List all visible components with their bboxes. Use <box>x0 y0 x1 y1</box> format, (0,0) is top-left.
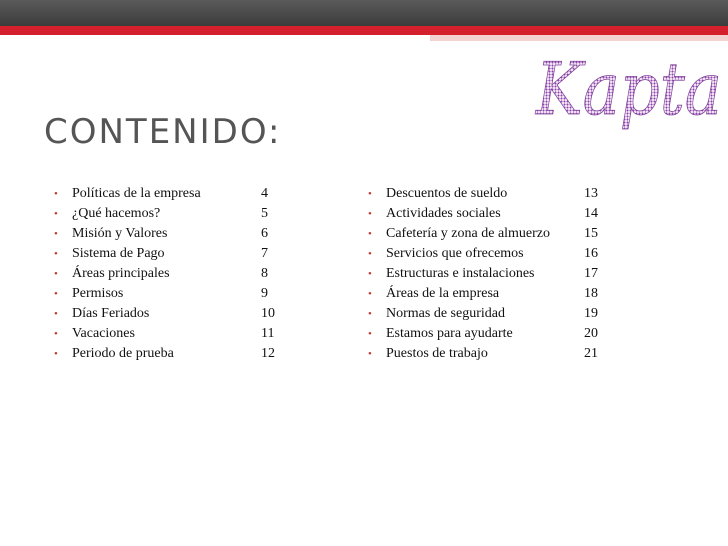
toc-item <box>54 244 304 264</box>
bullet-icon: • <box>54 188 58 200</box>
toc-item-page-number: 4 <box>261 186 268 201</box>
svg-text:Kapta: Kapta <box>534 47 722 131</box>
toc-item-page-number: 21 <box>584 346 598 361</box>
toc-item <box>54 304 304 324</box>
toc-item-label: Áreas de la empresa <box>386 286 500 301</box>
toc-item-label: Estamos para ayudarte <box>386 326 513 341</box>
bullet-icon: • <box>54 308 58 320</box>
toc-item <box>54 324 304 344</box>
toc-item-label: Normas de seguridad <box>386 306 505 321</box>
toc-item-label: Cafetería y zona de almuerzo <box>386 226 551 241</box>
bullet-icon: • <box>368 328 372 340</box>
bullet-icon: • <box>54 268 58 280</box>
bullet-icon: • <box>54 348 58 360</box>
toc-item <box>54 204 304 224</box>
toc-item-page-number: 15 <box>584 226 598 241</box>
toc-item-page-number: 20 <box>584 326 598 341</box>
toc-item-page-number: 5 <box>261 206 268 221</box>
page-title: CONTENIDO: <box>44 112 282 152</box>
bullet-icon: • <box>368 188 372 200</box>
bullet-icon: • <box>54 208 58 220</box>
toc-item-label: Vacaciones <box>72 326 135 341</box>
bullet-icon: • <box>368 208 372 220</box>
toc-list-left <box>54 184 304 364</box>
toc-item <box>54 224 304 244</box>
bullet-icon: • <box>54 288 58 300</box>
toc-item-label: ¿Qué hacemos? <box>72 206 161 221</box>
toc-item <box>368 324 618 344</box>
toc-item-label: Permisos <box>72 286 124 301</box>
toc-item-label: Descuentos de sueldo <box>386 186 508 201</box>
toc-item-page-number: 8 <box>261 266 268 281</box>
toc-item-label: Puestos de trabajo <box>386 346 488 361</box>
toc-item <box>368 304 618 324</box>
kapta-logo <box>530 40 728 160</box>
bullet-icon: • <box>54 328 58 340</box>
toc-item-page-number: 14 <box>584 206 598 221</box>
bullet-icon: • <box>368 248 372 260</box>
toc-item-page-number: 13 <box>584 186 598 201</box>
toc-item-page-number: 7 <box>261 246 268 261</box>
bullet-icon: • <box>368 348 372 360</box>
toc-item <box>368 244 618 264</box>
bullet-icon: • <box>54 228 58 240</box>
toc-item-label: Estructuras e instalaciones <box>386 266 535 281</box>
toc-item-label: Políticas de la empresa <box>72 186 201 201</box>
toc-item <box>368 184 618 204</box>
toc-item-page-number: 17 <box>584 266 598 281</box>
toc-item-page-number: 6 <box>261 226 268 241</box>
toc-item-label: Servicios que ofrecemos <box>386 246 524 261</box>
toc-item <box>368 264 618 284</box>
bullet-icon: • <box>54 248 58 260</box>
toc-item-page-number: 11 <box>261 326 275 341</box>
toc-item-label: Actividades sociales <box>386 206 501 221</box>
toc-item-page-number: 19 <box>584 306 598 321</box>
toc-item <box>54 264 304 284</box>
toc-list-right <box>368 184 618 364</box>
bullet-icon: • <box>368 288 372 300</box>
bullet-icon: • <box>368 228 372 240</box>
toc-item-page-number: 18 <box>584 286 598 301</box>
toc-item <box>368 344 618 364</box>
toc-item <box>368 204 618 224</box>
toc-item-label: Sistema de Pago <box>72 246 165 261</box>
toc-item-page-number: 16 <box>584 246 598 261</box>
toc-item <box>54 344 304 364</box>
toc-item-page-number: 9 <box>261 286 268 301</box>
bullet-icon: • <box>368 308 372 320</box>
top-header-bar <box>0 0 728 26</box>
toc-item <box>54 284 304 304</box>
toc-item-label: Periodo de prueba <box>72 346 174 361</box>
toc-item-label: Áreas principales <box>72 266 170 281</box>
toc-item-page-number: 12 <box>261 346 275 361</box>
toc-item <box>368 284 618 304</box>
toc-item <box>368 224 618 244</box>
red-accent-band <box>0 26 728 35</box>
toc-item-label: Misión y Valores <box>72 226 168 241</box>
bullet-icon: • <box>368 268 372 280</box>
toc-item-page-number: 10 <box>261 306 275 321</box>
toc-item <box>54 184 304 204</box>
toc-item-label: Días Feriados <box>72 306 150 321</box>
